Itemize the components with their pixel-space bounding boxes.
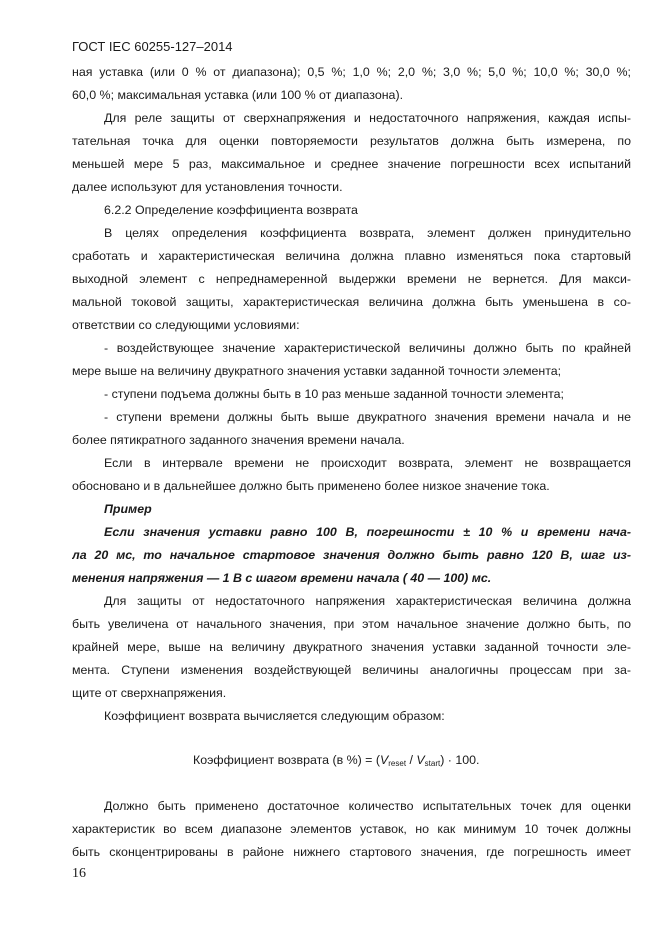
- text-line: мальной токовой защиты, характеристическая величина должна быть уменьшена в со-: [72, 295, 631, 309]
- text-line: сработать и характеристическая величина должна плавно изменяться пока стартовый: [72, 249, 631, 263]
- example-text: Если значения уставки равно 100 В, погрешности ± 10 % и времени нача-: [104, 525, 631, 539]
- text-line: Коэффициент возврата вычисляется следующим образом:: [104, 709, 445, 723]
- formula-sub-reset: reset: [388, 759, 407, 768]
- text-line: быть увеличена от начального значения, при этом начальное значение должно быть, по: [72, 617, 631, 631]
- text-line: 60,0 %; максимальная уставка (или 100 % от диапазона).: [72, 88, 404, 102]
- formula-v-start: V: [416, 753, 425, 767]
- example-heading: Пример: [104, 502, 152, 516]
- text-line: обосновано и в дальнейшее должно быть применено более низкое значение тока.: [72, 479, 550, 493]
- formula-sub-start: start: [424, 759, 441, 768]
- text-line: тательная точка для оценки повторяемости результатов должна быть измерена, по: [72, 134, 631, 148]
- text-line: Для защиты от недостаточного напряжения характеристическая величина должна: [104, 594, 631, 608]
- text-line: крайней мере, выше на величину двукратного значения уставки заданной точности эле-: [72, 640, 631, 654]
- list-item: - воздействующее значение характеристической величины должно быть по крайней: [104, 341, 631, 355]
- page-number: 16: [72, 866, 86, 881]
- text-line: характеристик во всем диапазоне элементов уставок, но как минимум 10 точек должны: [72, 822, 631, 836]
- list-item: - ступени подъема должны быть в 10 раз меньше заданной точности элемента;: [104, 387, 564, 401]
- example-text: менения напряжения — 1 В с шагом времени начала ( 40 — 100) мс.: [72, 571, 492, 585]
- reset-ratio-formula: [193, 749, 479, 775]
- text-line: ная уставка (или 0 % от диапазона); 0,5 %; 1,0 %; 2,0 %; 3,0 %; 5,0 %; 10,0 %; 30,0 %;: [72, 65, 631, 79]
- text-line: Должно быть применено достаточное количество испытательных точек для оценки: [104, 799, 631, 813]
- text-line: меньшей мере 5 раз, максимальное и среднее значение погрешности всех испытаний: [72, 157, 631, 171]
- text-line: ответствии со следующими условиями:: [72, 318, 300, 332]
- standard-header: ГОСТ IEC 60255-127–2014: [72, 39, 233, 54]
- formula-slash: /: [406, 753, 417, 767]
- formula-lhs: Коэффициент возврата (в %) = (: [193, 753, 380, 767]
- text-line: выходной элемент с непреднамеренной выдержки времени не вернется. Для макси-: [72, 272, 631, 286]
- text-line: мента. Ступени изменения воздействующей величины аналогичны процессам при за-: [72, 663, 631, 677]
- text-line: В целях определения коэффициента возврата, элемент должен принудительно: [104, 226, 631, 240]
- formula-rhs: ) · 100.: [440, 753, 480, 767]
- example-text: ла 20 мс, то начальное стартовое значения должно быть равно 120 В, шаг из-: [72, 548, 631, 562]
- text-line: Если в интервале времени не происходит возврата, элемент не возвращается: [104, 456, 631, 470]
- formula-v-reset: V: [380, 753, 389, 767]
- text-line: далее используют для установления точности.: [72, 180, 343, 194]
- text-line: быть сконцентрированы в районе нижнего стартового значения, где погрешность имеет: [72, 845, 631, 859]
- text-line: щите от сверхнапряжения.: [72, 686, 227, 700]
- text-line: Для реле защиты от сверхнапряжения и недостаточного напряжения, каждая испы-: [104, 111, 631, 125]
- text-line: мере выше на величину двукратного значения уставки заданной точности элемента;: [72, 364, 562, 378]
- list-item: - ступени времени должны быть выше двукратного значения времени начала и не: [104, 410, 631, 424]
- text-line: более пятикратного заданного значения времени начала.: [72, 433, 405, 447]
- section-heading: 6.2.2 Определение коэффициента возврата: [104, 203, 358, 217]
